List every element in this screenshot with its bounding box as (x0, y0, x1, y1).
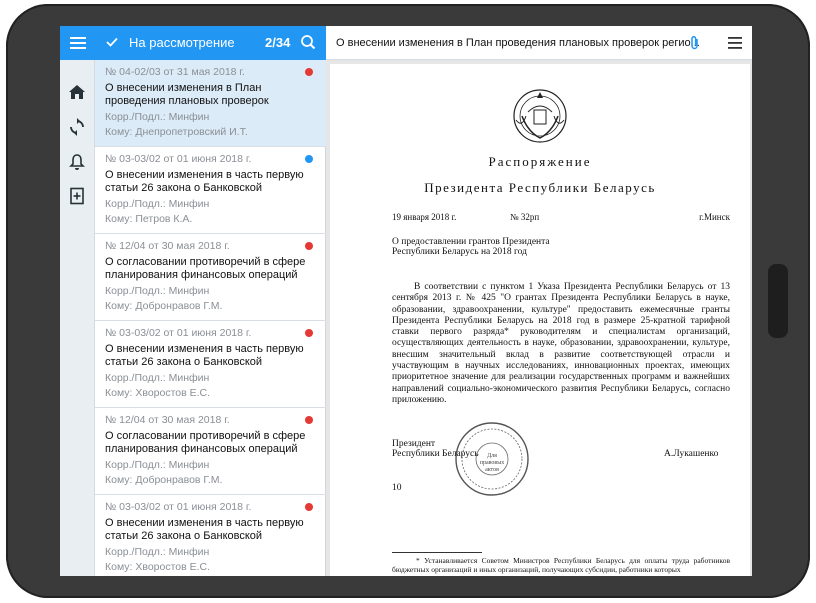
document-list-pane (95, 26, 326, 576)
official-stamp (454, 421, 530, 497)
footnote-divider (392, 552, 482, 553)
item-number: № 03-03/02 от 01 июня 2018 г. (105, 327, 252, 339)
list-item[interactable] (95, 60, 326, 147)
hamburger-button[interactable] (60, 26, 95, 60)
item-correspondent: Корр./Подл.: Минфин (105, 111, 210, 123)
item-number: № 12/04 от 30 мая 2018 г. (105, 240, 230, 252)
document-body: В соответствии с пунктом 1 Указа Президента Республики Беларусь от 13 сентября 2013 г. № 425 "О грантах Президента Республики Беларусь в науке, образовании, здравоохранении, культуре" предоставить ежемесячные гранты Президента Республики Беларусь на 2018 год в размере 25-кратной тарифной ставки первого разряда* руководителям и специалистам организаций, осуществляющих деятельность в науке, образовании, здравоохранении, культуре, внесшим значительный вклад в развитие соответствующей отрасли и участвующим в научных исследованиях, инновационных проектах, имеющих приоритетное значение для реализации государственных программ и важнейших направлений социально-экономического развития Республики Беларусь, согласно приложению. (392, 282, 730, 405)
icon-rail (60, 26, 95, 576)
home-icon[interactable] (68, 83, 86, 101)
search-icon[interactable] (300, 34, 316, 50)
item-correspondent: Корр./Подл.: Минфин (105, 285, 210, 297)
bell-icon[interactable] (68, 153, 86, 171)
svg-text:Для: Для (487, 453, 497, 459)
subject-line: Республики Беларусь на 2018 год (392, 247, 527, 257)
document-subject (392, 237, 592, 257)
item-subject: О согласовании противоречий в сфере планирования финансовых операций (105, 430, 306, 455)
list-item[interactable] (95, 495, 326, 576)
list-header (95, 26, 326, 60)
list-item[interactable] (95, 147, 326, 234)
item-subject: О внесении изменения в часть первую статьи 26 закона о Банковской (105, 169, 304, 194)
item-number: № 04-02/03 от 31 мая 2018 г. (105, 66, 245, 78)
item-number: № 03-03/02 от 01 июня 2018 г. (105, 501, 252, 513)
item-subject: О внесении изменения в План проведения плановых проверок (105, 82, 269, 107)
app-screen (60, 26, 752, 576)
document-subheading: Президента Республики Беларусь (424, 180, 656, 195)
document-title: О внесении изменения в План проведения плановых проверок регио... (336, 37, 700, 49)
item-recipient: Кому: Хворостов Е.С. (105, 387, 211, 399)
item-correspondent: Корр./Подл.: Минфин (105, 198, 210, 210)
unread-dot (305, 503, 313, 511)
signature-line: Республики Беларусь (392, 449, 479, 459)
item-correspondent: Корр./Подл.: Минфин (105, 459, 210, 471)
menu-icon[interactable] (728, 37, 742, 49)
document-viewer[interactable] (326, 60, 752, 576)
sync-icon[interactable] (68, 118, 86, 136)
item-correspondent: Корр./Подл.: Минфин (105, 546, 210, 558)
document-number: № 32рп (510, 212, 540, 222)
svg-text:правовых: правовых (479, 460, 505, 466)
item-subject: О согласовании противоречий в сфере планирования финансовых операций (105, 256, 306, 281)
unread-dot (305, 68, 313, 76)
item-recipient: Кому: Добронравов Г.М. (105, 474, 223, 486)
item-subject: О внесении изменения в часть первую статьи 26 закона о Банковской (105, 343, 304, 368)
unread-dot (305, 242, 313, 250)
document-heading: Распоряжение (488, 154, 592, 169)
add-document-icon[interactable] (68, 187, 86, 205)
list-item[interactable] (95, 321, 326, 408)
item-number: № 03-03/02 от 01 июня 2018 г. (105, 153, 252, 165)
item-correspondent: Корр./Подл.: Минфин (105, 372, 210, 384)
document-city: г.Минск (699, 212, 730, 222)
signature-name: А.Лукашенко (664, 449, 719, 459)
list-title[interactable]: На рассмотрение (129, 35, 235, 50)
unread-dot (305, 416, 313, 424)
document-header (326, 26, 752, 60)
document-date: 19 января 2018 г. (392, 212, 457, 222)
paperclip-icon[interactable] (688, 35, 702, 51)
state-emblem-icon (508, 86, 572, 146)
item-number: № 12/04 от 30 мая 2018 г. (105, 414, 230, 426)
svg-text:актов: актов (485, 467, 499, 473)
list-item[interactable] (95, 234, 326, 321)
item-recipient: Кому: Днепропетровский И.Т. (105, 126, 248, 138)
hamburger-icon (70, 37, 86, 49)
item-recipient: Кому: Хворостов Е.С. (105, 561, 211, 573)
item-subject: О внесении изменения в часть первую статьи 26 закона о Банковской (105, 517, 304, 542)
document-count: 10 (392, 483, 402, 493)
list-counter: 2/34 (265, 35, 291, 50)
unread-dot (305, 329, 313, 337)
subject-line: О предоставлении грантов Президента (392, 237, 550, 247)
check-icon[interactable] (105, 35, 119, 49)
item-recipient: Кому: Добронравов Г.М. (105, 300, 223, 312)
document-footnote: * Устанавливается Советом Министров Республики Беларусь для оплаты труда работников бюджетных организаций и иных организаций, получающих субсидии, работники которых (392, 556, 730, 574)
item-recipient: Кому: Петров К.А. (105, 213, 193, 225)
signature-line: Президент (392, 439, 436, 449)
tablet-side-button (768, 264, 788, 338)
unread-dot (305, 155, 313, 163)
document-page (330, 64, 750, 576)
list-item[interactable] (95, 408, 326, 495)
